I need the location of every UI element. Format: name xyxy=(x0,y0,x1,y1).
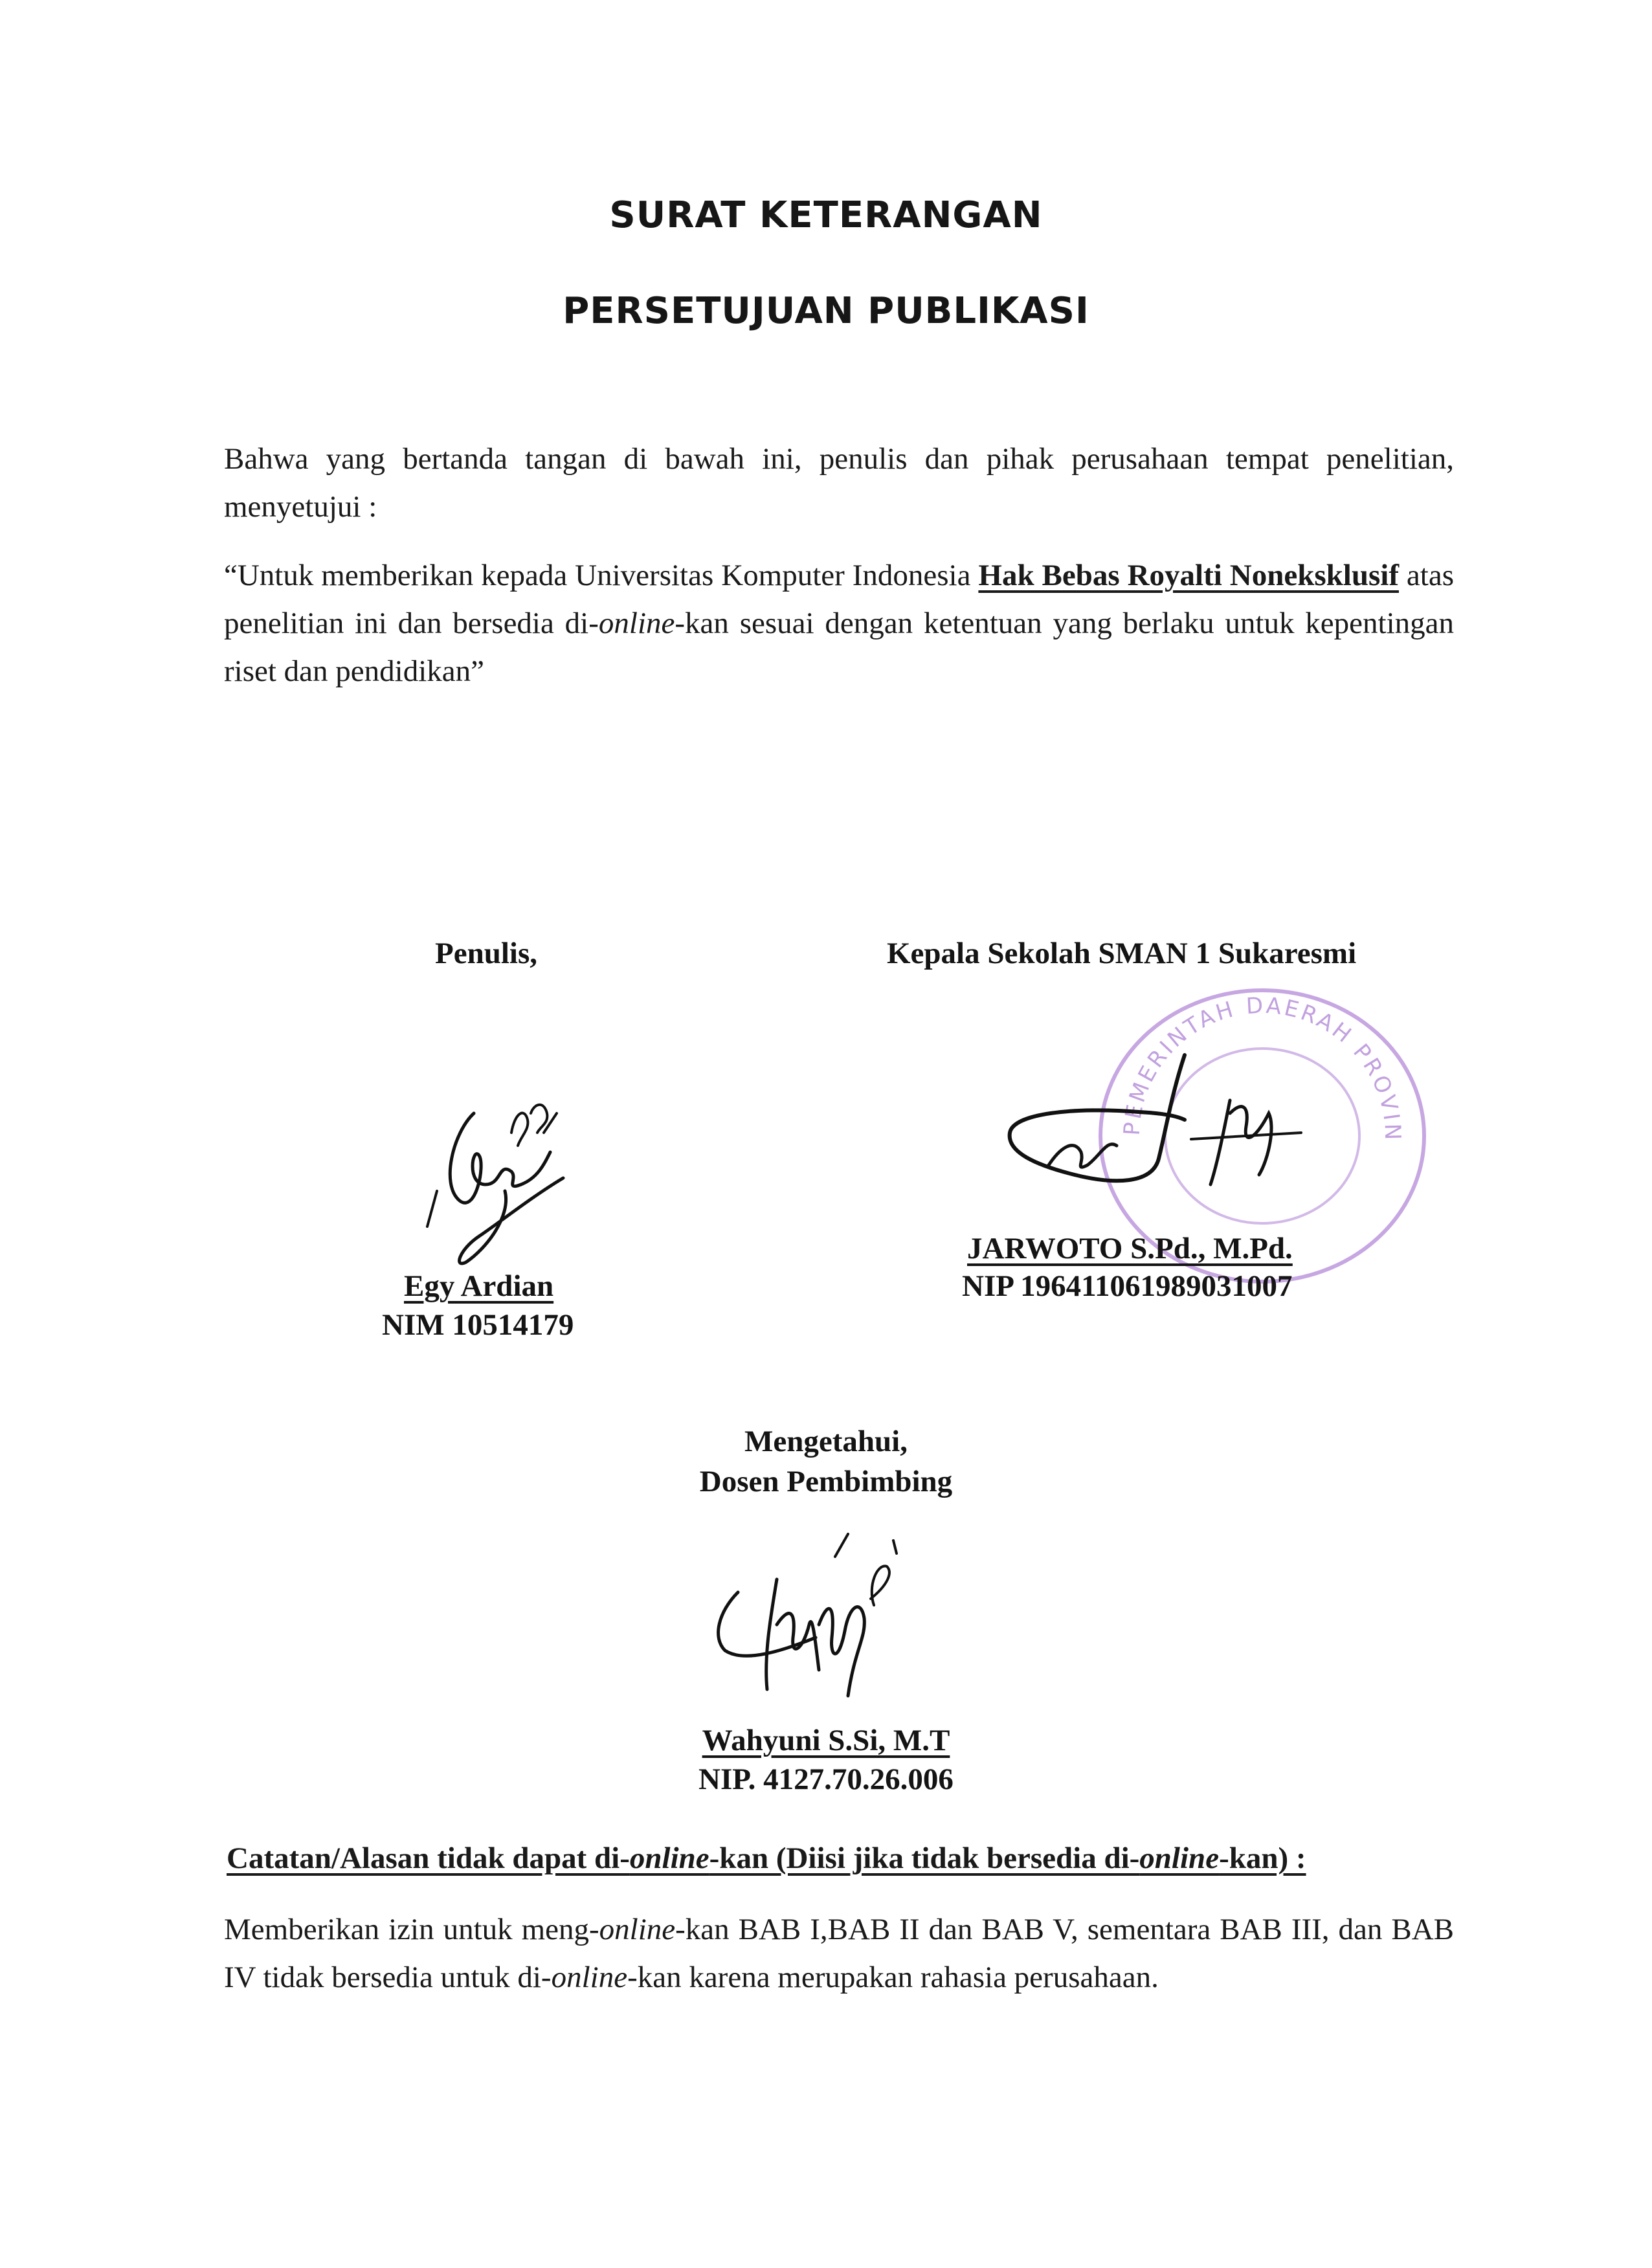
writer-name: Egy Ardian xyxy=(404,1269,554,1303)
notes-heading-part2: -kan (Diisi jika tidak bersedia di- xyxy=(709,1841,1140,1875)
document-title: SURAT KETERANGAN xyxy=(609,194,1043,236)
writer-id: NIM 10514179 xyxy=(382,1308,574,1342)
notes-heading-part1: Catatan/Alasan tidak dapat di- xyxy=(227,1841,630,1875)
notes-body-part1: Memberikan izin untuk meng- xyxy=(224,1913,599,1946)
quote-end-text: -kan sesuai dengan ketentuan yang berlaku untuk kepentingan riset dan pendidikan” xyxy=(224,606,1454,688)
principal-name: JARWOTO S.Pd., M.Pd. xyxy=(967,1232,1293,1265)
document-subtitle: PERSETUJUAN PUBLIKASI xyxy=(563,290,1089,332)
advisor-signature xyxy=(699,1528,919,1735)
writer-signature xyxy=(414,1087,583,1275)
principal-signature xyxy=(997,1036,1334,1204)
quote-mid-text: atas penelitian ini dan bersedia di- xyxy=(224,559,1454,640)
notes-heading xyxy=(227,1841,1306,1876)
notes-heading-part3: -kan) : xyxy=(1219,1841,1306,1875)
notes-body-part2: -kan BAB I,BAB II dan BAB V, sementara BAB III, dan BAB IV tidak bersedia untuk di- xyxy=(224,1913,1454,1994)
quote-paragraph xyxy=(224,551,1454,695)
notes-body xyxy=(224,1906,1454,2001)
principal-role: Kepala Sekolah SMAN 1 Sukaresmi xyxy=(887,937,1357,970)
royalty-right-text: Hak Bebas Royalti Noneksklusif xyxy=(978,559,1399,592)
notes-body-online-2: online xyxy=(551,1961,628,1994)
writer-role: Penulis, xyxy=(435,937,538,970)
advisor-role-line1: Mengetahui, xyxy=(744,1425,908,1458)
advisor-id: NIP. 4127.70.26.006 xyxy=(698,1762,954,1796)
quote-open-text: “Untuk memberikan kepada Universitas Komputer Indonesia xyxy=(224,559,979,592)
notes-body-online-1: online xyxy=(599,1913,676,1946)
notes-heading-online-1: online xyxy=(629,1841,709,1875)
advisor-role-line2: Dosen Pembimbing xyxy=(699,1465,953,1498)
principal-id: NIP 196411061989031007 xyxy=(962,1269,1293,1303)
notes-body-part3: -kan karena merupakan rahasia perusahaan. xyxy=(627,1961,1159,1994)
advisor-name: Wahyuni S.Si, M.T xyxy=(702,1724,950,1757)
quote-online-italic: online xyxy=(598,606,675,640)
notes-heading-online-2: online xyxy=(1139,1841,1220,1875)
intro-paragraph: Bahwa yang bertanda tangan di bawah ini, penulis dan pihak perusahaan tempat penelitian, menyetujui : xyxy=(224,442,1454,524)
stamp-text: PEMERINTAH DAERAH PROVINSI JAWA BARAT xyxy=(1082,964,1406,1143)
